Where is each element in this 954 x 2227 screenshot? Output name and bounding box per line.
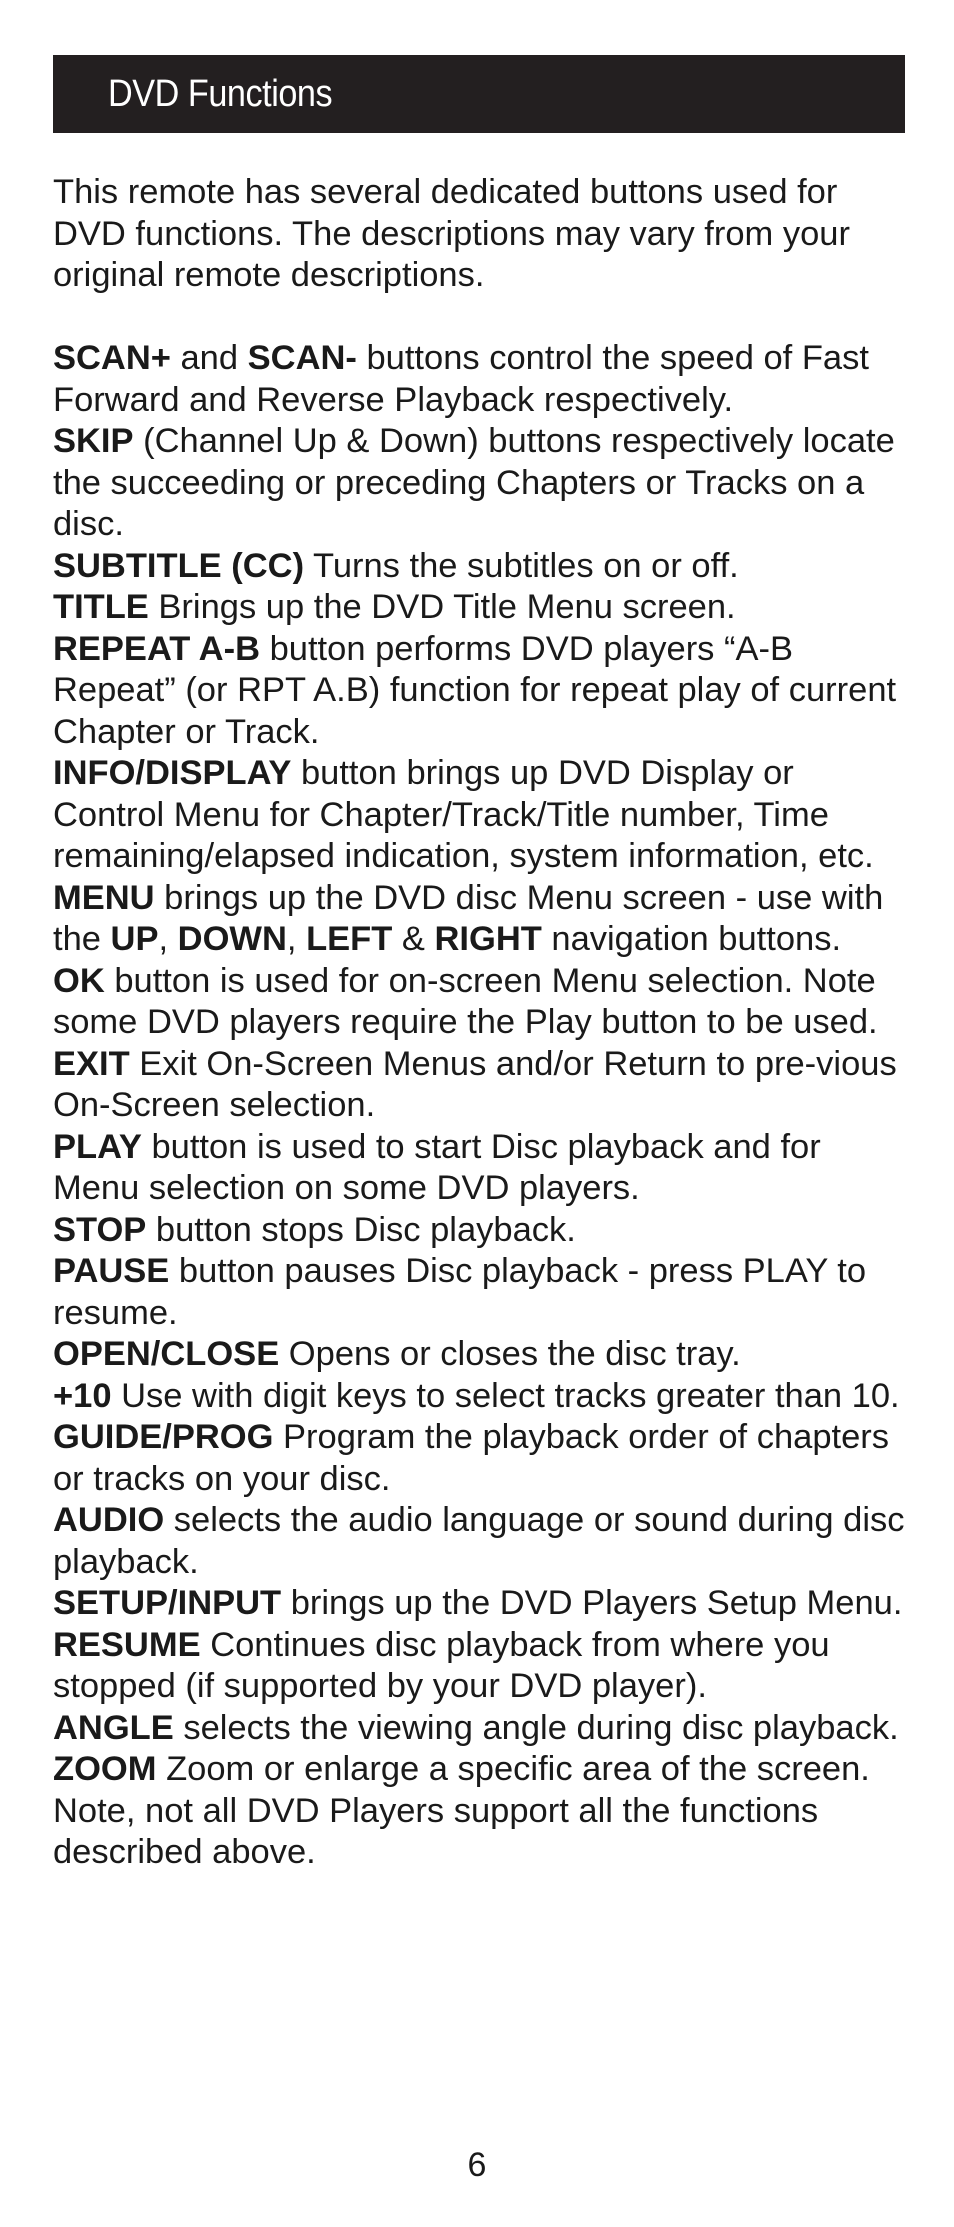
entry-repeat-ab: REPEAT A-B button performs DVD players “A-B Repeat” (or RPT A.B) function for repeat play of current Chapter or Track. xyxy=(53,629,897,751)
entry-audio: AUDIO selects the audio language or sound during disc playback. xyxy=(53,1501,905,1581)
entry-play: PLAY button is used to start Disc playback and for Menu selection on some DVD players. xyxy=(53,1127,821,1207)
entry-menu: MENU brings up the DVD disc Menu screen - use with the UP, DOWN, LEFT & RIGHT navigation buttons. xyxy=(53,878,884,958)
entry-resume: RESUME Continues disc playback from where you stopped (if supported by your DVD player). xyxy=(53,1625,830,1705)
entry-keyword: STOP xyxy=(53,1210,147,1249)
entry-exit: EXIT Exit On-Screen Menus and/or Return to pre-vious On-Screen selection. xyxy=(53,1044,897,1124)
entry-keyword: TITLE xyxy=(53,588,149,626)
entry-keyword: PAUSE xyxy=(53,1252,170,1290)
entry-keyword: +10 xyxy=(53,1376,112,1415)
entry-guide-prog: GUIDE/PROG Program the playback order of chapters or tracks on your disc. xyxy=(53,1418,890,1498)
entry-keyword: INFO/DISPLAY xyxy=(53,754,292,792)
entry-keyword: SKIP xyxy=(53,422,134,460)
entry-keyword: SCAN- xyxy=(247,339,357,377)
entry-pause: PAUSE button pauses Disc playback - press PLAY to resume. xyxy=(53,1252,867,1332)
entry-keyword: MENU xyxy=(53,878,155,917)
entry-keyword: RIGHT xyxy=(434,920,542,958)
intro-paragraph: This remote has several dedicated buttons used for DVD functions. The descriptions may vary from your original remote descriptions. xyxy=(53,173,850,294)
entry-scan: SCAN+ and SCAN- buttons control the speed of Fast Forward and Reverse Playback respectively. xyxy=(53,339,869,419)
section-title: DVD Functions xyxy=(108,72,333,115)
entry-stop: STOP button stops Disc playback. xyxy=(53,1210,576,1249)
entry-keyword: ZOOM xyxy=(53,1750,157,1788)
entry-open-close: OPEN/CLOSE Opens or closes the disc tray. xyxy=(53,1335,741,1373)
entry-keyword: UP xyxy=(110,920,159,958)
entry-keyword: EXIT xyxy=(53,1044,130,1083)
entry-keyword: SUBTITLE (CC) xyxy=(53,546,305,585)
entry-keyword: PLAY xyxy=(53,1127,142,1166)
entry-keyword: GUIDE/PROG xyxy=(53,1418,274,1456)
closing-note: Note, not all DVD Players support all the functions described above. xyxy=(53,1791,819,1871)
page-number: 6 xyxy=(467,2146,487,2184)
entry-keyword: OK xyxy=(53,961,105,1000)
entry-subtitle: SUBTITLE (CC) Turns the subtitles on or off. xyxy=(53,546,739,585)
entry-keyword: OPEN/CLOSE xyxy=(53,1335,280,1373)
section-header-bar xyxy=(53,55,905,133)
entry-keyword: AUDIO xyxy=(53,1501,165,1539)
entry-keyword: SCAN+ xyxy=(53,339,171,377)
entry-title: TITLE Brings up the DVD Title Menu screen. xyxy=(53,588,736,626)
manual-page xyxy=(53,55,905,1874)
entry-plus-ten: +10 Use with digit keys to select tracks greater than 10. xyxy=(53,1376,900,1415)
entry-keyword: LEFT xyxy=(306,920,393,958)
entry-ok: OK button is used for on-screen Menu selection. Note some DVD players require the Play button to be used. xyxy=(53,961,878,1041)
entry-skip: SKIP (Channel Up & Down) buttons respectively locate the succeeding or preceding Chapters or Tracks on a disc. xyxy=(53,422,895,543)
entry-zoom: ZOOM Zoom or enlarge a specific area of the screen. xyxy=(53,1750,870,1788)
entry-setup-input: SETUP/INPUT brings up the DVD Players Setup Menu. xyxy=(53,1584,903,1622)
entry-keyword: ANGLE xyxy=(53,1708,174,1747)
function-list xyxy=(53,338,905,1874)
entry-keyword: RESUME xyxy=(53,1625,201,1664)
entry-keyword: DOWN xyxy=(177,920,287,958)
entry-keyword: SETUP/INPUT xyxy=(53,1584,282,1622)
entry-keyword: REPEAT A-B xyxy=(53,629,260,668)
entry-angle: ANGLE selects the viewing angle during disc playback. xyxy=(53,1708,899,1747)
entry-info-display: INFO/DISPLAY button brings up DVD Display or Control Menu for Chapter/Track/Title number, Time remaining/elapsed indication, system information, etc. xyxy=(53,754,874,875)
